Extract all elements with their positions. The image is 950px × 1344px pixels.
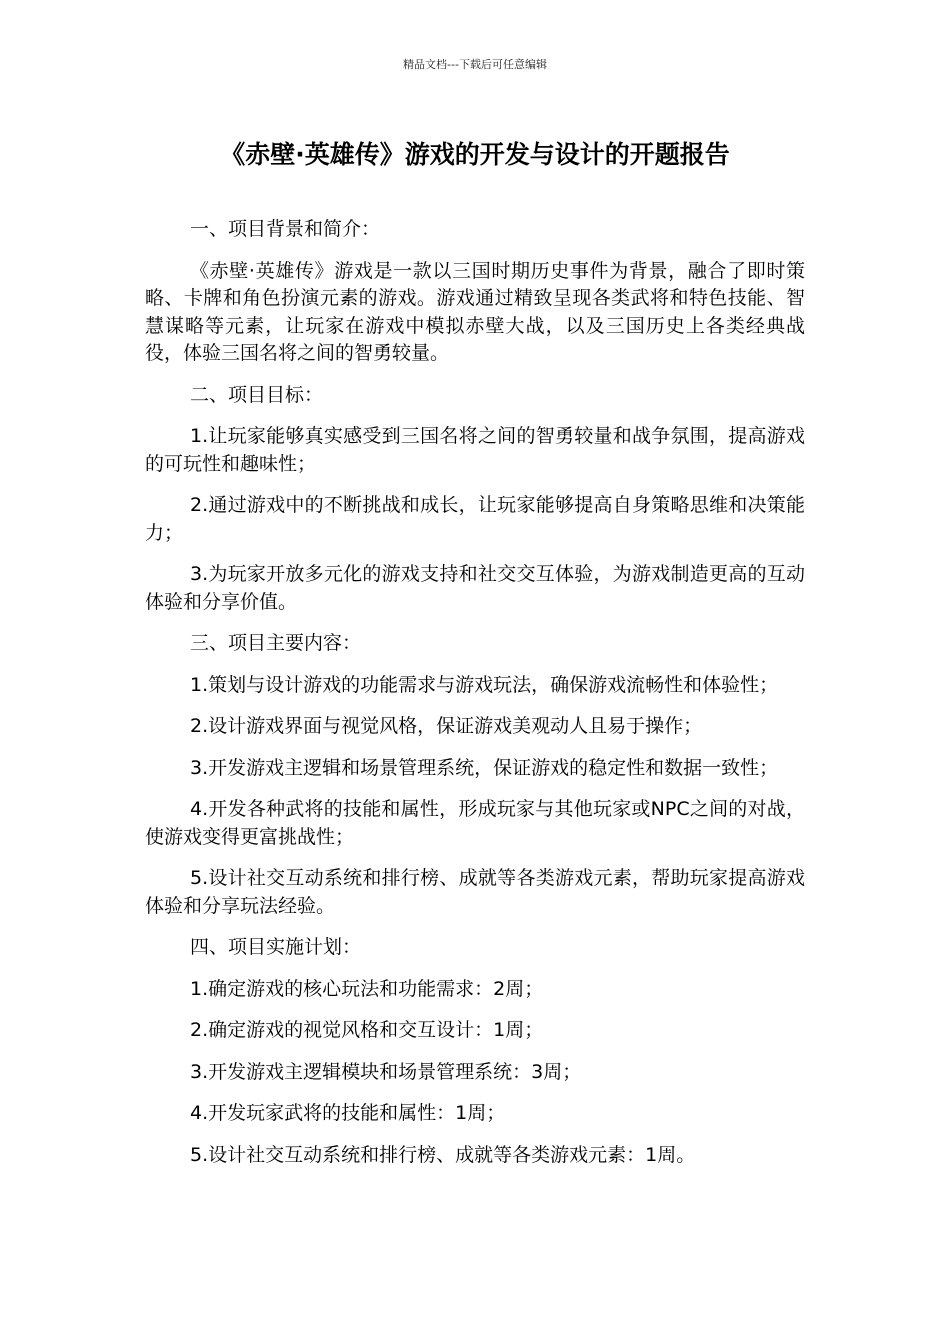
document-body bbox=[145, 216, 805, 1183]
content-item-2: 2.设计游戏界面与视觉风格，保证游戏美观动人且易于操作； bbox=[190, 715, 703, 737]
document-title: 《赤壁·英雄传》游戏的开发与设计的开题报告 bbox=[220, 140, 730, 169]
content-item-3: 3.开发游戏主逻辑和场景管理系统，保证游戏的稳定性和数据一致性； bbox=[190, 756, 779, 779]
plan-item-3: 3.开发游戏主逻辑模块和场景管理系统：3周； bbox=[190, 1060, 582, 1083]
goal-item-1: 1.让玩家能够真实感受到三国名将之间的智勇较量和战争氛围，提高游戏的可玩性和趣味性； bbox=[145, 425, 805, 475]
goal-item-2: 2.通过游戏中的不断挑战和成长，让玩家能够提高自身策略思维和决策能力； bbox=[145, 494, 805, 544]
page-header: 精品文档---下载后可任意编辑 bbox=[403, 58, 547, 71]
section-heading-background: 一、项目背景和简介： bbox=[190, 218, 381, 240]
section-heading-content: 三、项目主要内容： bbox=[190, 632, 362, 654]
content-item-4: 4.开发各种武将的技能和属性，形成玩家与其他玩家或NPC之间的对战，使游戏变得更富挑战性； bbox=[145, 798, 805, 848]
plan-item-5: 5.设计社交互动系统和排行榜、成就等各类游戏元素：1周。 bbox=[190, 1143, 696, 1166]
section-heading-goals: 二、项目目标： bbox=[190, 383, 324, 406]
plan-item-1: 1.确定游戏的核心玩法和功能需求：2周； bbox=[190, 977, 544, 1000]
content-item-5: 5.设计社交互动系统和排行榜、成就等各类游戏元素，帮助玩家提高游戏体验和分享玩法经验。 bbox=[145, 867, 805, 917]
plan-item-4: 4.开发玩家武将的技能和属性：1周； bbox=[190, 1102, 506, 1124]
section-heading-plan: 四、项目实施计划： bbox=[190, 936, 362, 958]
plan-item-2: 2.确定游戏的视觉风格和交互设计：1周； bbox=[190, 1019, 544, 1041]
goal-item-3: 3.为玩家开放多元化的游戏支持和社交交互体验，为游戏制造更高的互动体验和分享价值。 bbox=[145, 563, 805, 613]
paragraph-introduction: 《赤壁·英雄传》游戏是一款以三国时期历史事件为背景，融合了即时策略、卡牌和角色扮演元素的游戏。游戏通过精致呈现各类武将和特色技能、智慧谋略等元素，让玩家在游戏中模拟赤壁大战，以及三国历史上各类经典战役，体验三国名将之间的智勇较量。 bbox=[145, 259, 805, 364]
content-item-1: 1.策划与设计游戏的功能需求与游戏玩法，确保游戏流畅性和体验性； bbox=[190, 673, 779, 696]
